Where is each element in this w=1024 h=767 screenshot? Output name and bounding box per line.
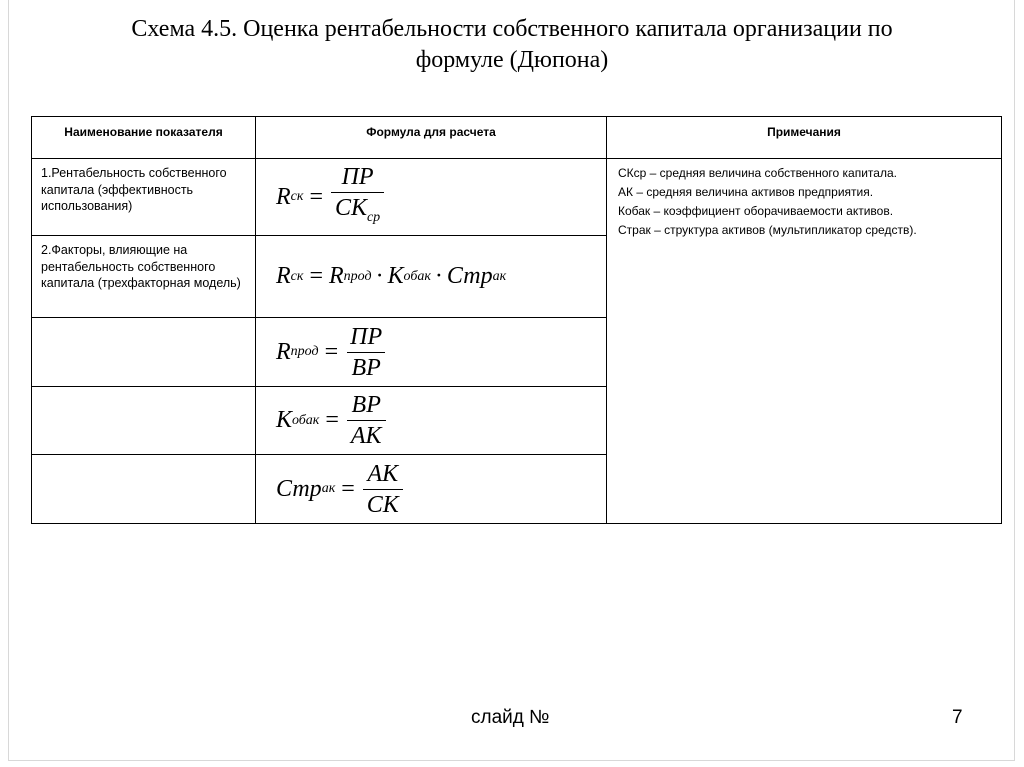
notes-cell bbox=[607, 159, 1002, 524]
formula-sales-margin: R прод = $\frac{ПР}{ВР}$ bbox=[276, 318, 386, 386]
title-line-1: Схема 4.5. Оценка рентабельности собственного капитала организации по bbox=[131, 16, 893, 42]
fraction: $\frac{ВР}{АК}$ bbox=[347, 391, 386, 450]
formula-cell-1 bbox=[256, 159, 607, 236]
indicator-name-5 bbox=[32, 455, 256, 524]
fraction: $\frac{АК}{СК}$ bbox=[363, 460, 403, 519]
header-indicator-name: Наименование показателя bbox=[32, 117, 256, 159]
slide-number-label: слайд № bbox=[471, 707, 550, 728]
formula-cell-5 bbox=[256, 455, 607, 524]
dupont-table bbox=[31, 116, 1002, 524]
title-line-2: формуле (Дюпона) bbox=[415, 47, 609, 73]
indicator-name-3 bbox=[32, 318, 256, 387]
header-notes: Примечания bbox=[607, 117, 1002, 159]
table-header-row bbox=[32, 117, 1002, 159]
slide-number: 7 bbox=[952, 707, 963, 728]
indicator-name-1: 1.Рентабельность собственного капитала (эффективность использования) bbox=[32, 159, 256, 236]
table-row bbox=[32, 159, 1002, 236]
note-item: СКср – средняя величина собственного капитала. bbox=[618, 166, 897, 180]
note-item: Кобак – коэффициент оборачиваемости активов. bbox=[618, 204, 894, 218]
formula-cell-4 bbox=[256, 387, 607, 455]
formula-cell-3 bbox=[256, 318, 607, 387]
formula-roe: R ск = $\frac{ПР}{СК_{ср}}$ bbox=[276, 159, 384, 235]
formula-asset-turnover: К обак = $\frac{ВР}{АК}$ bbox=[276, 387, 386, 454]
indicator-name-2: 2.Факторы, влияющие на рентабельность собственного капитала (трехфакторная модель) bbox=[32, 236, 256, 318]
header-formula: Формула для расчета bbox=[256, 117, 607, 159]
note-item: АК – средняя величина активов предприятия. bbox=[618, 185, 874, 199]
formula-three-factor: R ск = R прод · К обак · Стр ак bbox=[276, 263, 507, 289]
fraction: $\frac{ПР}{СК_{ср}}$ bbox=[331, 163, 384, 232]
formula-asset-structure: Стр ак = $\frac{АК}{СК}$ bbox=[276, 455, 403, 523]
fraction: $\frac{ПР}{ВР}$ bbox=[346, 323, 386, 382]
note-item: Страк – структура активов (мультипликатор средств). bbox=[618, 223, 917, 237]
slide-title bbox=[60, 14, 964, 76]
indicator-name-4 bbox=[32, 387, 256, 455]
formula-cell-2 bbox=[256, 236, 607, 318]
